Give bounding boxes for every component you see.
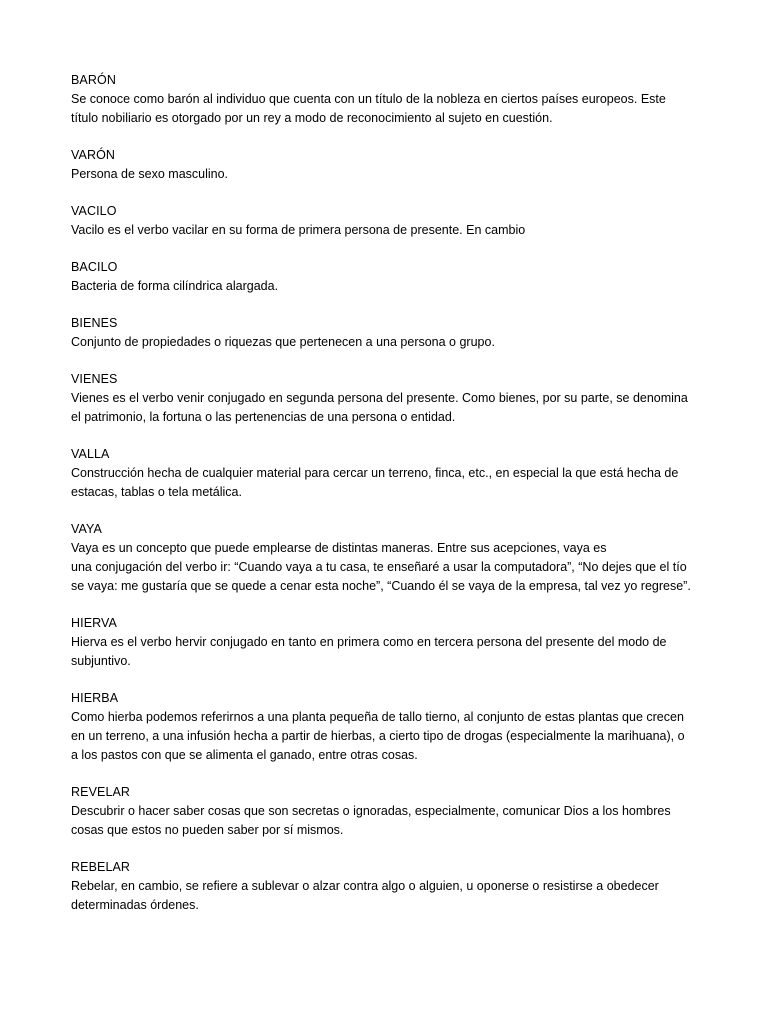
definition-line: Persona de sexo masculino. xyxy=(71,167,229,181)
definition-line: Vienes es el verbo venir conjugado en segunda persona del presente. Como bienes, por su parte, se denomina xyxy=(71,391,688,405)
definition-line: en un terreno, a una infusión hecha a partir de hierbas, a cierto tipo de drogas (especialmente la marihuana), o xyxy=(71,729,685,743)
entry-term: VARÓN xyxy=(71,148,116,162)
entry-term: HIERVA xyxy=(71,616,117,630)
definition-line: Conjunto de propiedades o riquezas que pertenecen a una persona o grupo. xyxy=(71,335,495,349)
entry-definition xyxy=(71,539,708,596)
definition-line: título nobiliario es otorgado por un rey a modo de reconocimiento al sujeto en cuestión. xyxy=(71,111,553,125)
entry-term: HIERBA xyxy=(71,691,119,705)
definition-line: Vacilo es el verbo vacilar en su forma de primera persona de presente. En cambio xyxy=(71,223,526,237)
definition-line: una conjugación del verbo ir: “Cuando vaya a tu casa, te enseñaré a usar la computadora”, “No dejes que el tío xyxy=(71,560,687,574)
definition-line: a los pastos con que se alimenta el ganado, entre otras cosas. xyxy=(71,748,418,762)
definition-line: subjuntivo. xyxy=(71,654,131,668)
glossary-entry xyxy=(71,858,708,915)
glossary-entry xyxy=(71,314,708,352)
entry-term: VALLA xyxy=(71,447,110,461)
definition-line: se vaya: me gustaría que se quede a cenar esta noche”, “Cuando él se vaya de la empresa, tal vez yo regrese”. xyxy=(71,579,691,593)
glossary-entry xyxy=(71,370,708,427)
glossary-entry xyxy=(71,614,708,671)
definition-line: cosas que estos no pueden saber por sí mismos. xyxy=(71,823,344,837)
definition-line: Vaya es un concepto que puede emplearse de distintas maneras. Entre sus acepciones, vaya es xyxy=(71,541,607,555)
definition-line: Descubrir o hacer saber cosas que son secretas o ignoradas, especialmente, comunicar Dios a los hombres xyxy=(71,804,671,818)
entry-definition xyxy=(71,708,708,765)
entry-term: BACILO xyxy=(71,260,118,274)
entry-term: BARÓN xyxy=(71,73,116,87)
entry-definition xyxy=(71,802,708,840)
definition-line: Como hierba podemos referirnos a una planta pequeña de tallo tierno, al conjunto de estas plantas que crecen xyxy=(71,710,684,724)
entry-definition xyxy=(71,464,708,502)
entry-term: VIENES xyxy=(71,372,118,386)
glossary-entry xyxy=(71,71,708,128)
glossary-entry xyxy=(71,689,708,765)
entry-term: REVELAR xyxy=(71,785,131,799)
entry-term: VACILO xyxy=(71,204,117,218)
entry-term: BIENES xyxy=(71,316,118,330)
glossary-entry xyxy=(71,258,708,296)
glossary-entry xyxy=(71,445,708,502)
glossary-entry xyxy=(71,146,708,184)
entry-definition xyxy=(71,277,708,296)
entry-definition xyxy=(71,389,708,427)
definition-line: Se conoce como barón al individuo que cuenta con un título de la nobleza en ciertos países europeos. Este xyxy=(71,92,666,106)
entry-definition xyxy=(71,633,708,671)
definition-line: Bacteria de forma cilíndrica alargada. xyxy=(71,279,279,293)
glossary-entry xyxy=(71,783,708,840)
glossary-entry xyxy=(71,202,708,240)
definition-line: Construcción hecha de cualquier material para cercar un terreno, finca, etc., en especial la que está hecha de xyxy=(71,466,679,480)
entry-term: REBELAR xyxy=(71,860,131,874)
definition-line: Hierva es el verbo hervir conjugado en tanto en primera como en tercera persona del presente del modo de xyxy=(71,635,667,649)
definition-line: determinadas órdenes. xyxy=(71,898,199,912)
entry-definition xyxy=(71,221,708,240)
definition-line: estacas, tablas o tela metálica. xyxy=(71,485,242,499)
entry-definition xyxy=(71,165,708,184)
definition-line: Rebelar, en cambio, se refiere a sublevar o alzar contra algo o alguien, u oponerse o resistirse a obedecer xyxy=(71,879,659,893)
definition-line: el patrimonio, la fortuna o las pertenencias de una persona o entidad. xyxy=(71,410,456,424)
entry-list xyxy=(71,71,708,915)
entry-definition xyxy=(71,877,708,915)
glossary-entry xyxy=(71,520,708,596)
entry-term: VAYA xyxy=(71,522,102,536)
entry-definition xyxy=(71,333,708,352)
entry-definition xyxy=(71,90,708,128)
